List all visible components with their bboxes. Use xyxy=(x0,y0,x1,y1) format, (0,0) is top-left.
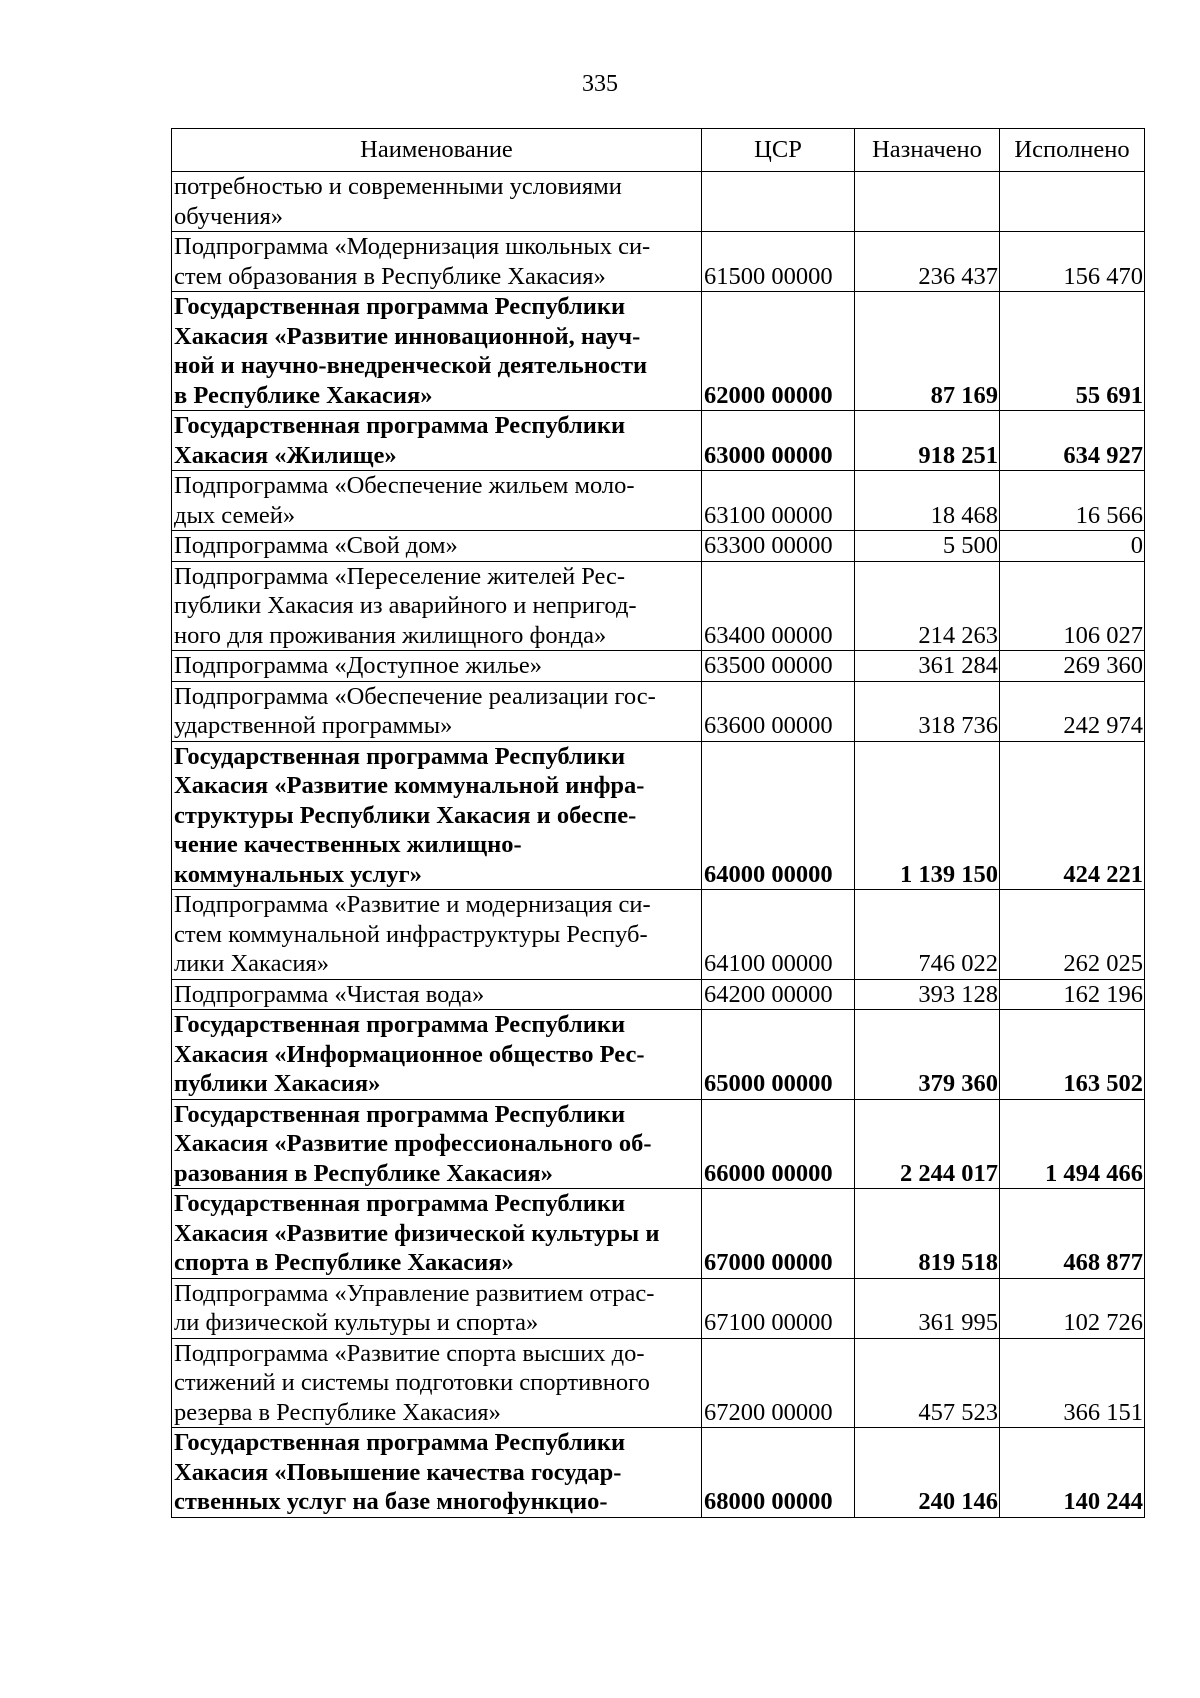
row-name-line: ной и научно-внедренческой деятельности xyxy=(174,352,648,379)
row-name-line: Хакасия «Развитие коммунальной инфра- xyxy=(174,772,645,799)
row-csr: 63300 00000 xyxy=(702,531,855,562)
row-csr: 62000 00000 xyxy=(702,292,855,411)
row-assigned: 236 437 xyxy=(855,232,1000,292)
row-csr: 64000 00000 xyxy=(702,741,855,890)
table-row xyxy=(172,1428,1145,1518)
row-name-line: Подпрограмма «Обеспечение реализации гос- xyxy=(174,682,656,710)
row-name-line: публики Хакасия» xyxy=(174,1070,381,1097)
row-csr: 68000 00000 xyxy=(702,1428,855,1518)
row-executed: 262 025 xyxy=(1000,890,1145,980)
row-csr: 63600 00000 xyxy=(702,681,855,741)
row-name xyxy=(172,1189,702,1279)
row-name xyxy=(172,1099,702,1189)
row-name-line: Подпрограмма «Переселение жителей Рес- xyxy=(174,562,626,590)
row-csr: 65000 00000 xyxy=(702,1010,855,1100)
row-assigned: 918 251 xyxy=(855,411,1000,471)
table-row xyxy=(172,651,1145,682)
row-name-line: чение качественных жилищно- xyxy=(174,831,522,858)
row-executed xyxy=(1000,172,1145,232)
row-csr: 67000 00000 xyxy=(702,1189,855,1279)
row-assigned: 393 128 xyxy=(855,979,1000,1010)
header-csr: ЦСР xyxy=(702,129,855,172)
row-name-line: Хакасия «Развитие профессионального об- xyxy=(174,1130,652,1157)
row-executed: 162 196 xyxy=(1000,979,1145,1010)
row-executed: 634 927 xyxy=(1000,411,1145,471)
table-row xyxy=(172,292,1145,411)
page-number: 335 xyxy=(582,71,618,97)
row-name-line: Подпрограмма «Обеспечение жильем моло- xyxy=(174,472,635,499)
row-name xyxy=(172,979,702,1010)
table-row xyxy=(172,561,1145,651)
row-name-line: стижений и системы подготовки спортивного xyxy=(174,1369,650,1396)
row-name-line: Подпрограмма «Свой дом» xyxy=(174,532,458,559)
row-name-line: Хакасия «Развитие инновационной, науч- xyxy=(174,322,641,350)
row-executed: 163 502 xyxy=(1000,1010,1145,1100)
table-row xyxy=(172,741,1145,890)
row-name-line: Подпрограмма «Модернизация школьных си- xyxy=(174,233,651,260)
row-executed: 1 494 466 xyxy=(1000,1099,1145,1189)
row-name-line: Государственная программа Республики xyxy=(174,742,626,770)
row-name-line: Подпрограмма «Доступное жилье» xyxy=(174,652,542,679)
row-assigned: 87 169 xyxy=(855,292,1000,411)
row-csr: 64200 00000 xyxy=(702,979,855,1010)
row-assigned: 361 284 xyxy=(855,651,1000,682)
row-name-line: Подпрограмма «Развитие и модернизация си- xyxy=(174,891,651,918)
row-name-line: коммунальных услуг» xyxy=(174,860,422,888)
row-name-line: Подпрограмма «Чистая вода» xyxy=(174,980,485,1008)
row-name-line: Хакасия «Повышение качества государ- xyxy=(174,1458,622,1486)
row-name xyxy=(172,172,702,232)
row-assigned: 318 736 xyxy=(855,681,1000,741)
row-name-line: Государственная программа Республики xyxy=(174,1190,626,1217)
row-name xyxy=(172,232,702,292)
row-name-line: Подпрограмма «Управление развитием отрас- xyxy=(174,1279,655,1307)
row-csr: 67100 00000 xyxy=(702,1278,855,1338)
row-name-line: разования в Республике Хакасия» xyxy=(174,1159,553,1187)
row-executed: 424 221 xyxy=(1000,741,1145,890)
row-executed: 55 691 xyxy=(1000,292,1145,411)
table-row xyxy=(172,531,1145,562)
row-name xyxy=(172,561,702,651)
row-executed: 102 726 xyxy=(1000,1278,1145,1338)
row-name-line: Государственная программа Республики xyxy=(174,412,626,439)
row-name-line: дых семей» xyxy=(174,501,296,529)
row-executed: 106 027 xyxy=(1000,561,1145,651)
row-name-line: Подпрограмма «Развитие спорта высших до- xyxy=(174,1339,645,1367)
table-row xyxy=(172,1338,1145,1428)
row-assigned: 214 263 xyxy=(855,561,1000,651)
row-executed: 366 151 xyxy=(1000,1338,1145,1428)
table-header-row xyxy=(172,129,1145,172)
header-executed: Исполнено xyxy=(1000,129,1145,172)
row-assigned xyxy=(855,172,1000,232)
table-body xyxy=(172,172,1145,1518)
row-name-line: Хакасия «Информационное общество Рес- xyxy=(174,1040,645,1068)
row-name-line: ли физической культуры и спорта» xyxy=(174,1309,539,1336)
row-csr: 66000 00000 xyxy=(702,1099,855,1189)
table-row xyxy=(172,1010,1145,1100)
row-executed: 468 877 xyxy=(1000,1189,1145,1279)
row-name-line: Государственная программа Республики xyxy=(174,293,626,320)
row-name-line: лики Хакасия» xyxy=(174,950,329,977)
row-assigned: 746 022 xyxy=(855,890,1000,980)
row-executed: 269 360 xyxy=(1000,651,1145,682)
row-name-line: публики Хакасия из аварийного и непригод- xyxy=(174,592,637,619)
row-name xyxy=(172,1338,702,1428)
row-name xyxy=(172,1278,702,1338)
table-row xyxy=(172,681,1145,741)
row-csr: 63500 00000 xyxy=(702,651,855,682)
row-name-line: ственных услуг на базе многофункцио- xyxy=(174,1488,608,1515)
row-name xyxy=(172,1428,702,1518)
row-name-line: Государственная программа Республики xyxy=(174,1100,626,1128)
row-name-line: обучения» xyxy=(174,202,283,230)
row-csr: 63100 00000 xyxy=(702,471,855,531)
row-name xyxy=(172,292,702,411)
row-name-line: потребностью и современными условиями xyxy=(174,173,622,200)
row-name xyxy=(172,411,702,471)
table-row xyxy=(172,172,1145,232)
row-name-line: спорта в Республике Хакасия» xyxy=(174,1249,514,1276)
row-name-line: Государственная программа Республики xyxy=(174,1011,626,1038)
table-row xyxy=(172,1189,1145,1279)
row-name-line: в Республике Хакасия» xyxy=(174,381,433,409)
row-assigned: 5 500 xyxy=(855,531,1000,562)
row-executed: 156 470 xyxy=(1000,232,1145,292)
row-name-line: Государственная программа Республики xyxy=(174,1429,626,1456)
row-executed: 0 xyxy=(1000,531,1145,562)
row-name xyxy=(172,741,702,890)
table-row xyxy=(172,890,1145,980)
row-name xyxy=(172,890,702,980)
row-name-line: Хакасия «Развитие физической культуры и xyxy=(174,1219,660,1247)
row-assigned: 1 139 150 xyxy=(855,741,1000,890)
table-row xyxy=(172,1278,1145,1338)
table-row xyxy=(172,411,1145,471)
row-assigned: 457 523 xyxy=(855,1338,1000,1428)
row-name xyxy=(172,681,702,741)
row-executed: 140 244 xyxy=(1000,1428,1145,1518)
row-executed: 242 974 xyxy=(1000,681,1145,741)
row-assigned: 361 995 xyxy=(855,1278,1000,1338)
row-name-line: ного для проживания жилищного фонда» xyxy=(174,621,607,649)
row-csr: 67200 00000 xyxy=(702,1338,855,1428)
row-csr xyxy=(702,172,855,232)
row-csr: 63000 00000 xyxy=(702,411,855,471)
header-assigned: Назначено xyxy=(855,129,1000,172)
row-assigned: 2 244 017 xyxy=(855,1099,1000,1189)
row-name-line: резерва в Республике Хакасия» xyxy=(174,1398,501,1426)
row-assigned: 240 146 xyxy=(855,1428,1000,1518)
row-name xyxy=(172,651,702,682)
row-csr: 61500 00000 xyxy=(702,232,855,292)
row-executed: 16 566 xyxy=(1000,471,1145,531)
row-name-line: стем коммунальной инфраструктуры Респуб- xyxy=(174,920,648,948)
row-name-line: стем образования в Республике Хакасия» xyxy=(174,262,606,290)
row-name xyxy=(172,471,702,531)
row-name xyxy=(172,1010,702,1100)
row-assigned: 18 468 xyxy=(855,471,1000,531)
row-name-line: Хакасия «Жилище» xyxy=(174,441,397,469)
row-name xyxy=(172,531,702,562)
row-name-line: ударственной программы» xyxy=(174,712,453,739)
row-name-line: структуры Республики Хакасия и обеспе- xyxy=(174,801,637,829)
header-name: Наименование xyxy=(172,129,702,172)
row-assigned: 819 518 xyxy=(855,1189,1000,1279)
budget-table xyxy=(171,128,1145,1518)
row-assigned: 379 360 xyxy=(855,1010,1000,1100)
table-row xyxy=(172,471,1145,531)
table-row xyxy=(172,232,1145,292)
row-csr: 63400 00000 xyxy=(702,561,855,651)
table-row xyxy=(172,979,1145,1010)
table-row xyxy=(172,1099,1145,1189)
row-csr: 64100 00000 xyxy=(702,890,855,980)
